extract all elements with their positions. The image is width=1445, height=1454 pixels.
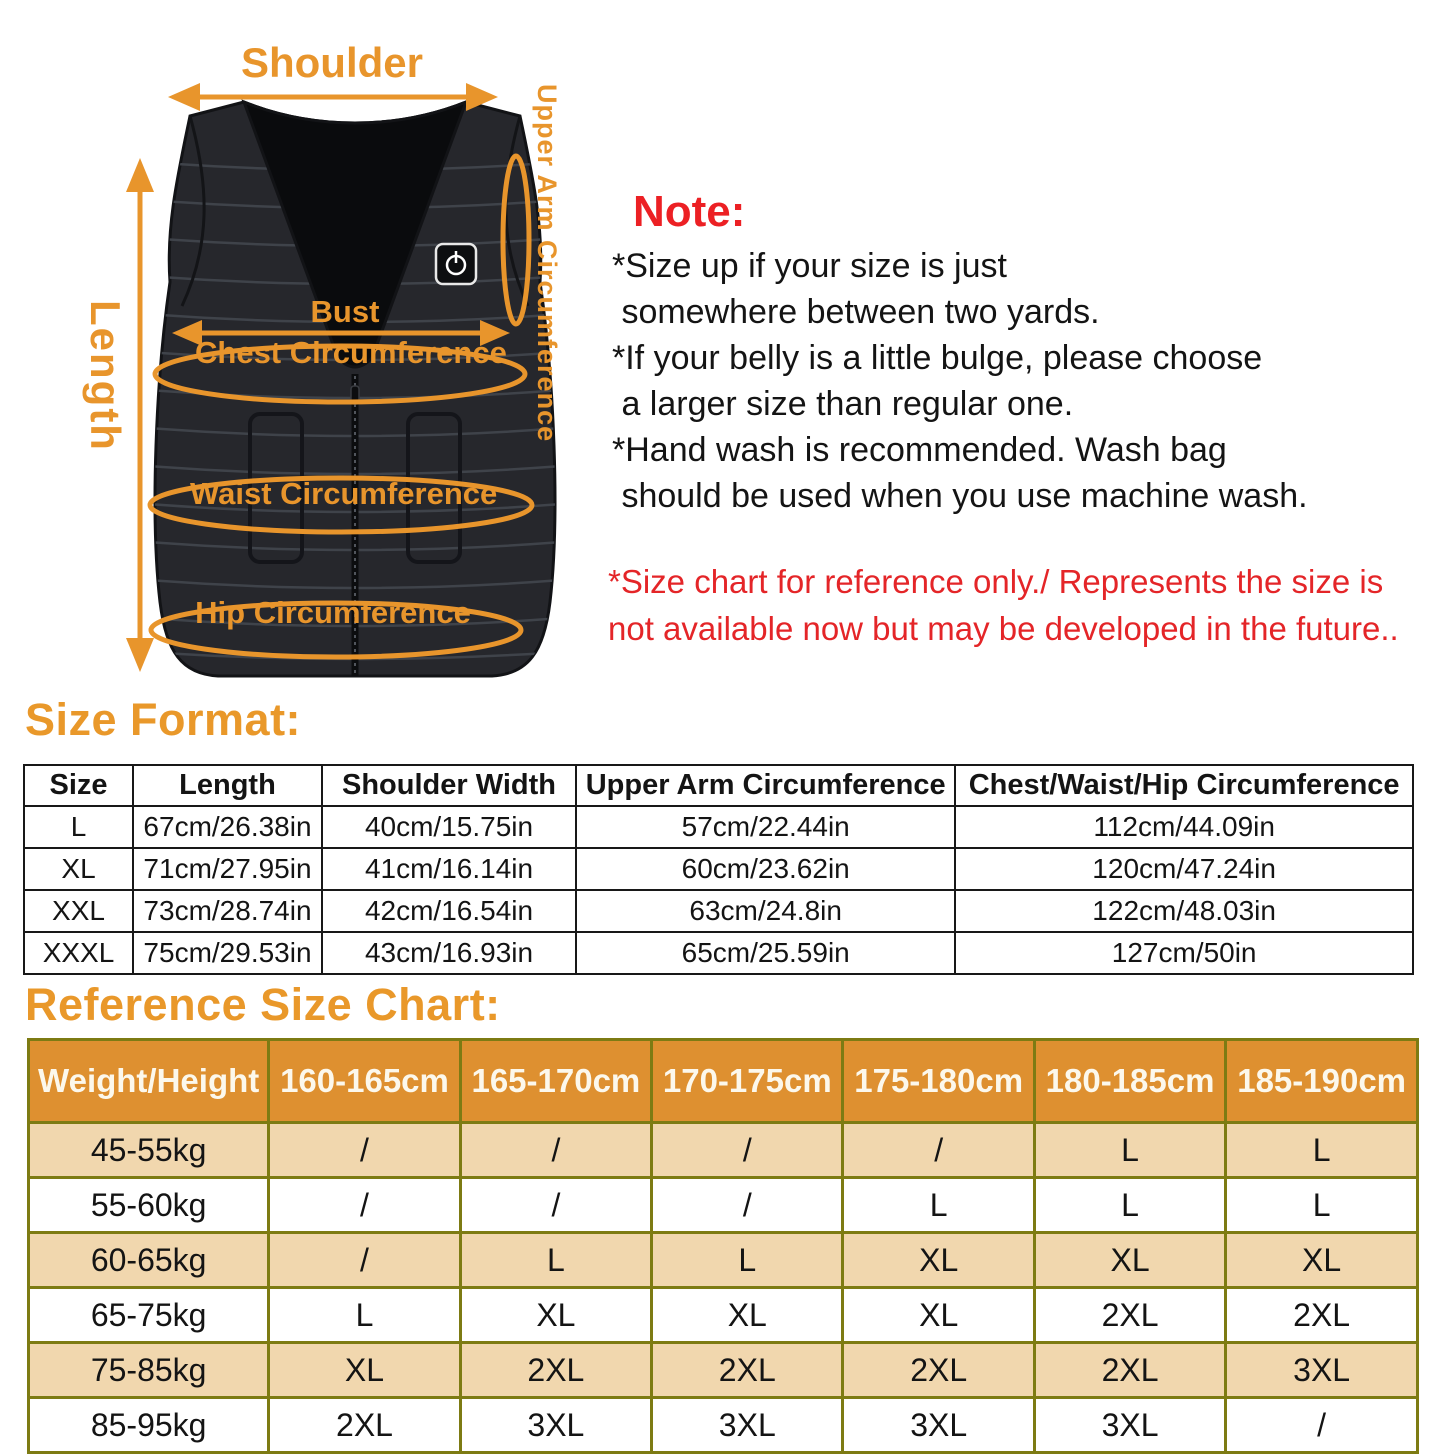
upper-arm-circumference-label: Upper Arm Circumference [532, 84, 562, 443]
table-cell: 65-75kg [29, 1288, 269, 1343]
waist-circumference-label: Waist Circumference [190, 476, 498, 511]
table-cell: L [1226, 1123, 1418, 1178]
size-format-table [23, 764, 1414, 975]
column-header: 175-180cm [843, 1040, 1034, 1123]
reference-size-table [27, 1038, 1419, 1454]
column-header: Chest/Waist/Hip Circumference [955, 765, 1413, 806]
text-line: not available now but may be developed in the future.. [608, 610, 1399, 647]
column-header: 165-170cm [460, 1040, 651, 1123]
table-cell: 60cm/23.62in [576, 848, 955, 890]
text-line: should be used when you use machine wash. [612, 477, 1308, 515]
header-row [24, 765, 1413, 806]
table-cell: XL [460, 1288, 651, 1343]
arrowheads [126, 83, 510, 672]
table-cell: 2XL [843, 1343, 1034, 1398]
table-cell: 2XL [1034, 1288, 1225, 1343]
table-cell: 122cm/48.03in [955, 890, 1413, 932]
text-line: somewhere between two yards. [612, 293, 1100, 331]
table-cell: / [652, 1123, 843, 1178]
note-title: Note: [633, 187, 746, 236]
text-line: *If your belly is a little bulge, please choose [612, 339, 1263, 377]
table-cell: / [269, 1178, 460, 1233]
table-cell: L [460, 1233, 651, 1288]
table-cell: / [269, 1233, 460, 1288]
column-header: Shoulder Width [322, 765, 576, 806]
table-cell: XXL [24, 890, 133, 932]
table-row [29, 1288, 1418, 1343]
note-text [612, 243, 1308, 519]
table-cell: XL [24, 848, 133, 890]
table-row [29, 1178, 1418, 1233]
table-row [24, 932, 1413, 974]
bust-label: Bust [310, 294, 380, 329]
table-cell: / [460, 1123, 651, 1178]
table-row [29, 1233, 1418, 1288]
table-cell: 71cm/27.95in [133, 848, 322, 890]
vest-measurement-diagram [0, 0, 640, 705]
column-header: 170-175cm [652, 1040, 843, 1123]
table-cell: / [1226, 1398, 1418, 1453]
column-header: 160-165cm [269, 1040, 460, 1123]
upper-arm-ellipse [503, 156, 529, 324]
table-cell: 43cm/16.93in [322, 932, 576, 974]
table-cell: XXXL [24, 932, 133, 974]
table-cell: 3XL [1226, 1343, 1418, 1398]
column-header: Upper Arm Circumference [576, 765, 955, 806]
table-cell: 65cm/25.59in [576, 932, 955, 974]
table-cell: 40cm/15.75in [322, 806, 576, 848]
text-line: *Size chart for reference only./ Represents the size is [608, 563, 1384, 600]
table-cell: 75-85kg [29, 1343, 269, 1398]
length-label: Length [82, 300, 129, 452]
table-cell: 120cm/47.24in [955, 848, 1413, 890]
table-cell: 3XL [652, 1398, 843, 1453]
column-header: Weight/Height [29, 1040, 269, 1123]
text-line: *Size up if your size is just [612, 247, 1007, 285]
table-cell: / [460, 1178, 651, 1233]
table-cell: / [652, 1178, 843, 1233]
table-cell: 63cm/24.8in [576, 890, 955, 932]
table-cell: 75cm/29.53in [133, 932, 322, 974]
size-format-heading: Size Format: [25, 694, 302, 745]
table-cell: 45-55kg [29, 1123, 269, 1178]
table-cell: 73cm/28.74in [133, 890, 322, 932]
table-row [24, 890, 1413, 932]
table-cell: XL [843, 1288, 1034, 1343]
table-cell: L [24, 806, 133, 848]
table-cell: 2XL [269, 1398, 460, 1453]
table-row [24, 806, 1413, 848]
column-header: 180-185cm [1034, 1040, 1225, 1123]
column-header: 185-190cm [1226, 1040, 1418, 1123]
table-cell: XL [843, 1233, 1034, 1288]
table-cell: L [1226, 1178, 1418, 1233]
size-disclaimer [608, 558, 1399, 652]
header-row [29, 1040, 1418, 1123]
table-cell: XL [1034, 1233, 1225, 1288]
table-cell: 2XL [652, 1343, 843, 1398]
table-cell: 2XL [1034, 1343, 1225, 1398]
table-cell: L [269, 1288, 460, 1343]
table-cell: 2XL [460, 1343, 651, 1398]
table-cell: 3XL [843, 1398, 1034, 1453]
column-header: Length [133, 765, 322, 806]
table-cell: 112cm/44.09in [955, 806, 1413, 848]
table-cell: L [652, 1233, 843, 1288]
table-cell: L [843, 1178, 1034, 1233]
text-line: a larger size than regular one. [612, 385, 1074, 423]
table-row [29, 1123, 1418, 1178]
table-cell: 55-60kg [29, 1178, 269, 1233]
table-cell: 60-65kg [29, 1233, 269, 1288]
shoulder-label: Shoulder [240, 39, 423, 86]
table-cell: XL [1226, 1233, 1418, 1288]
hip-circumference-label: Hip Circumference [195, 595, 471, 630]
table-cell: 3XL [460, 1398, 651, 1453]
table-cell: 127cm/50in [955, 932, 1413, 974]
table-cell: 67cm/26.38in [133, 806, 322, 848]
table-cell: XL [269, 1343, 460, 1398]
table-cell: L [1034, 1123, 1225, 1178]
text-line: *Hand wash is recommended. Wash bag [612, 431, 1227, 469]
table-cell: L [1034, 1178, 1225, 1233]
table-cell: 2XL [1226, 1288, 1418, 1343]
table-row [24, 848, 1413, 890]
table-cell: 41cm/16.14in [322, 848, 576, 890]
chest-circumference-label: Chest Circumference [195, 335, 507, 370]
table-cell: / [843, 1123, 1034, 1178]
table-cell: 85-95kg [29, 1398, 269, 1453]
table-cell: / [269, 1123, 460, 1178]
table-cell: 3XL [1034, 1398, 1225, 1453]
reference-chart-heading: Reference Size Chart: [25, 979, 501, 1030]
table-cell: XL [652, 1288, 843, 1343]
column-header: Size [24, 765, 133, 806]
table-cell: 42cm/16.54in [322, 890, 576, 932]
table-row [29, 1398, 1418, 1453]
table-row [29, 1343, 1418, 1398]
table-cell: 57cm/22.44in [576, 806, 955, 848]
